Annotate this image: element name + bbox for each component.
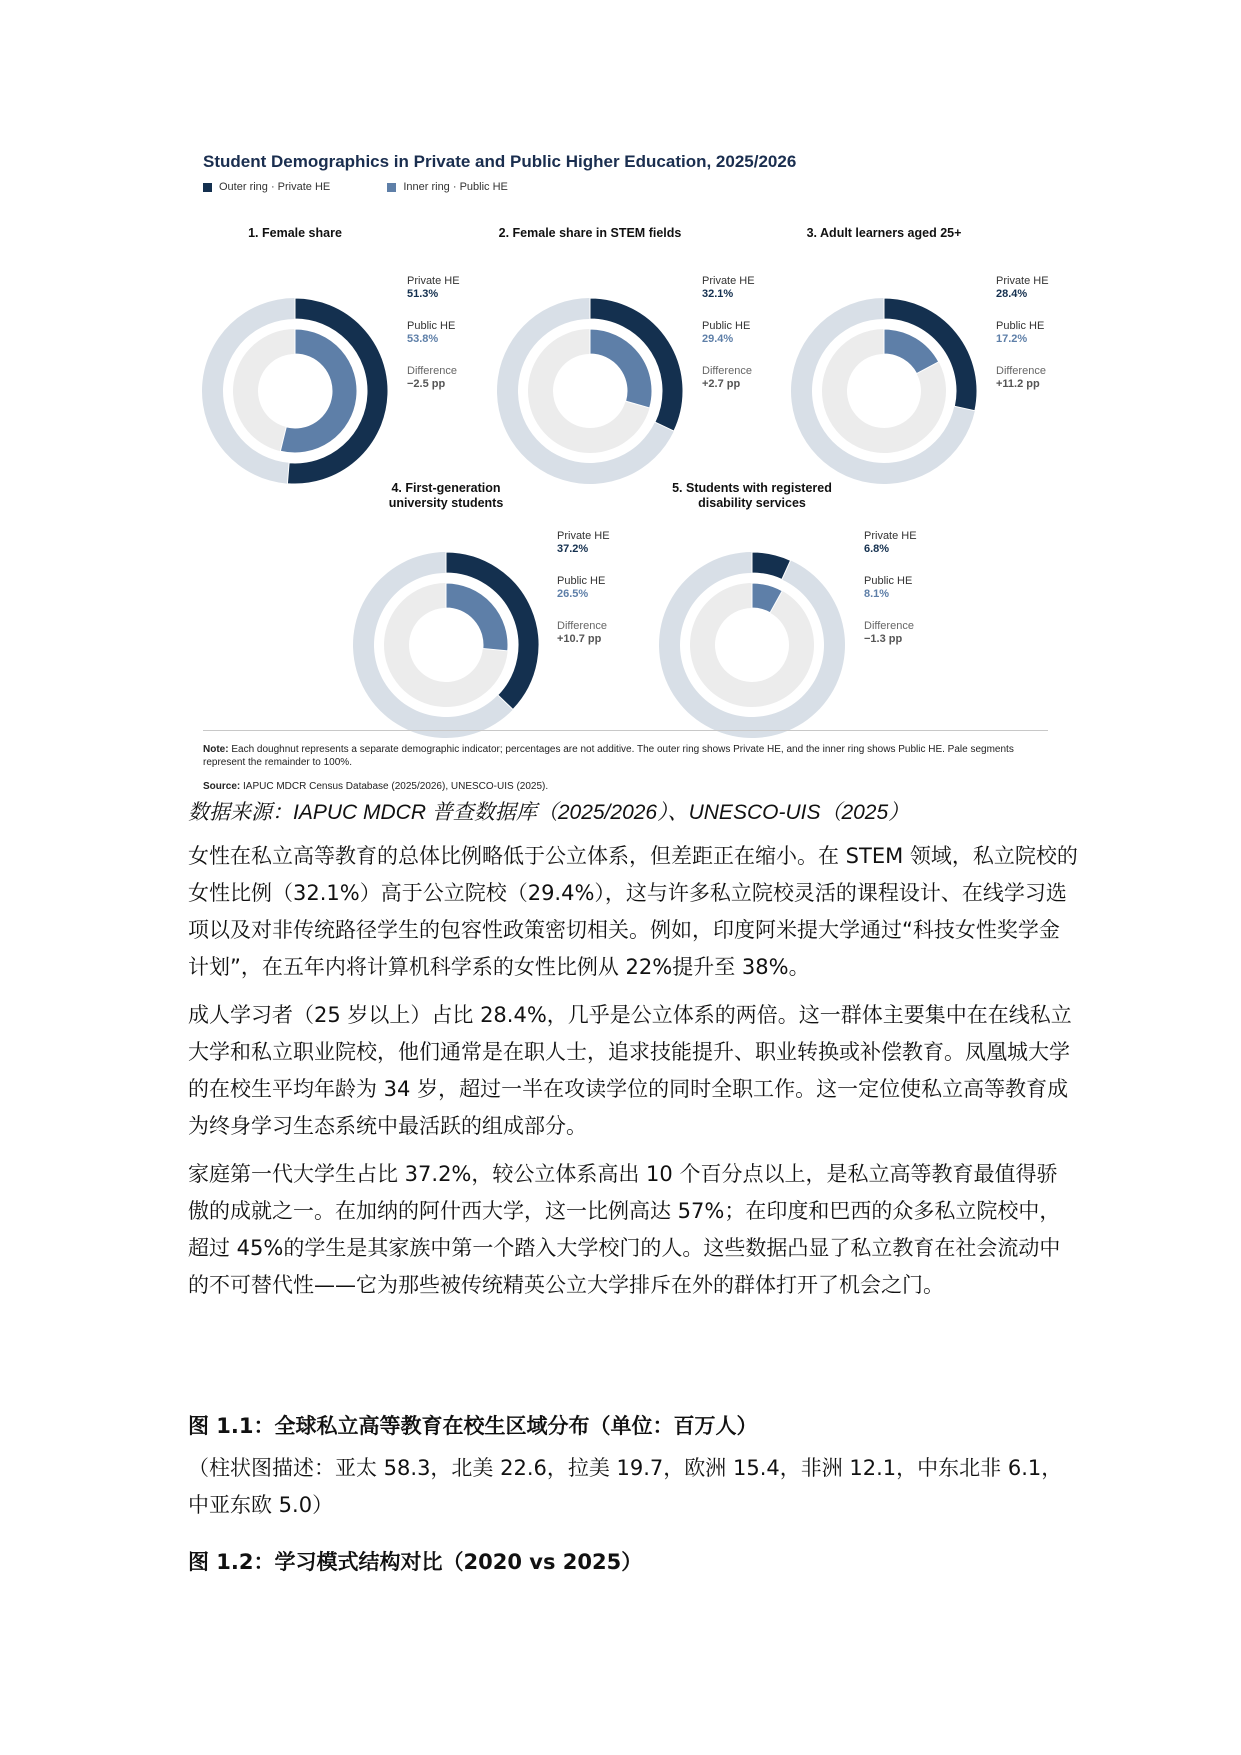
- difference-value: −2.5 pp: [407, 378, 446, 390]
- private-value: 28.4%: [996, 288, 1028, 300]
- private-value: 32.1%: [702, 288, 734, 300]
- private-label: Private HE: [557, 530, 610, 542]
- note-label: Note:: [203, 744, 229, 755]
- private-ring-5-remainder: [659, 552, 845, 738]
- public-label: Public HE: [996, 320, 1045, 332]
- public-label: Public HE: [864, 575, 913, 587]
- public-value: 53.8%: [407, 333, 439, 345]
- difference-label: Difference: [864, 620, 914, 632]
- paragraph-female-share: 女性在私立高等教育的总体比例略低于公立体系，但差距正在缩小。在 STEM 领域，私立院校的女性比例（32.1%）高于公立院校（29.4%），这与许多私立院校灵活的课程设计、在线学习选项以及对非传统路径学生的包容性政策密切相关。例如，印度阿米提大学通过“科技女性奖学金计划”，在五年内将计算机科学系的女性比例从 22%提升至 38%。: [188, 844, 1078, 979]
- panel-title-4: [296, 481, 596, 511]
- difference-label: Difference: [557, 620, 607, 632]
- public-label: Public HE: [557, 575, 606, 587]
- private-value: 6.8%: [864, 543, 890, 555]
- bar-chart-description: （柱状图描述：亚太 58.3，北美 22.6，拉美 19.7，欧洲 15.4，非洲 12.1，中东北非 6.1，中亚东欧 5.0）: [188, 1456, 1063, 1517]
- private-label: Private HE: [407, 275, 460, 287]
- public-value: 8.1%: [864, 588, 890, 600]
- public-value: 29.4%: [702, 333, 734, 345]
- difference-label: Difference: [996, 365, 1046, 377]
- panel-title-3: 3. Adult learners aged 25+: [806, 226, 962, 240]
- private-label: Private HE: [864, 530, 917, 542]
- demographics-figure: [200, 145, 1050, 795]
- public-label: Public HE: [407, 320, 456, 332]
- panel-title-2: 2. Female share in STEM fields: [498, 226, 682, 240]
- panel-title-1: 1. Female share: [248, 226, 342, 240]
- difference-value: +10.7 pp: [557, 633, 602, 645]
- legend-label-public: Inner ring · Public HE: [403, 181, 508, 193]
- panel-title-5: [602, 481, 902, 511]
- source-label: Source:: [203, 781, 241, 792]
- private-value: 37.2%: [557, 543, 589, 555]
- difference-label: Difference: [407, 365, 457, 377]
- legend-label-private: Outer ring · Private HE: [219, 181, 331, 193]
- public-label: Public HE: [702, 320, 751, 332]
- figure-1-2-heading: 图 1.2：学习模式结构对比（2020 vs 2025）: [188, 1550, 643, 1574]
- figure-note: [203, 743, 1048, 769]
- panel-stats-2: [702, 275, 755, 391]
- panel-stats-5: [864, 530, 917, 646]
- public-value: 17.2%: [996, 333, 1028, 345]
- source-text: IAPUC MDCR Census Database (2025/2026), UNESCO-UIS (2025).: [240, 781, 549, 792]
- data-source-caption: 数据来源：IAPUC MDCR 普查数据库（2025/2026）、UNESCO-UIS（2025）: [188, 801, 910, 824]
- private-value: 51.3%: [407, 288, 439, 300]
- difference-value: −1.3 pp: [864, 633, 903, 645]
- difference-label: Difference: [702, 365, 752, 377]
- body-paragraphs: [188, 838, 1078, 1315]
- private-label: Private HE: [702, 275, 755, 287]
- figure-source: [203, 781, 548, 792]
- difference-value: +2.7 pp: [702, 378, 741, 390]
- panel-stats-4: [557, 530, 610, 646]
- note-text: Each doughnut represents a separate demographic indicator; percentages are not additive. The outer ring shows Private HE, and the inner ring shows Public HE. Pale segments represent the remainder to 100%.: [203, 744, 1014, 768]
- paragraph-first-generation: 家庭第一代大学生占比 37.2%，较公立体系高出 10 个百分点以上，是私立高等教育最值得骄傲的成就之一。在加纳的阿什西大学，这一比例高达 57%；在印度和巴西的众多私立院校中，超过 45%的学生是其家族中第一个踏入大学校门的人。这些数据凸显了私立教育在社会流动中的不可替代性——它为那些被传统精英公立大学排斥在外的群体打开了机会之门。: [188, 1162, 1061, 1297]
- difference-value: +11.2 pp: [996, 378, 1040, 390]
- panel-title-line: 5. Students with registered: [672, 481, 832, 495]
- note-divider: [203, 730, 1048, 731]
- figure-1-1-heading: 图 1.1：全球私立高等教育在校生区域分布（单位：百万人）: [188, 1414, 758, 1438]
- panel-stats-1: [407, 275, 460, 391]
- panel-title-line: university students: [388, 496, 504, 510]
- private-label: Private HE: [996, 275, 1049, 287]
- panel-stats-3: [996, 275, 1049, 391]
- public-value: 26.5%: [557, 588, 589, 600]
- figure-title: Student Demographics in Private and Public Higher Education, 2025/2026: [203, 152, 797, 171]
- paragraph-adult-learners: 成人学习者（25 岁以上）占比 28.4%，几乎是公立体系的两倍。这一群体主要集中在在线私立大学和私立职业院校，他们通常是在职人士，追求技能提升、职业转换或补偿教育。凤凰城大学的在校生平均年龄为 34 岁，超过一半在攻读学位的同时全职工作。这一定位使私立高等教育成为终身学习生态系统中最活跃的组成部分。: [188, 1003, 1072, 1138]
- panel-title-line: disability services: [698, 496, 806, 510]
- panel-title-line: 4. First-generation: [391, 481, 501, 495]
